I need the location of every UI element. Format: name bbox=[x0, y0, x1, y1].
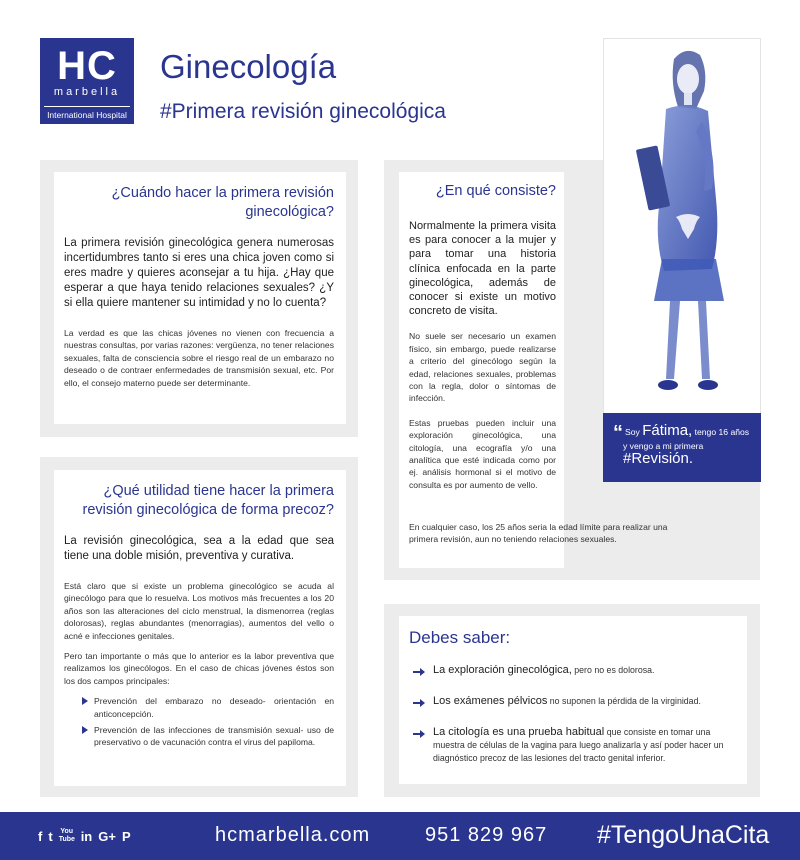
hc-marbella-logo[interactable] bbox=[40, 38, 134, 124]
debes-saber-title: Debes saber: bbox=[409, 628, 511, 647]
arrow-right-icon bbox=[413, 699, 425, 707]
bullet-text: Prevención de las infecciones de transmisión sexual- uso de preservativo o de vacunación contra el virus del papiloma. bbox=[94, 725, 334, 748]
debes-saber-item bbox=[409, 695, 737, 708]
quote-box bbox=[603, 413, 761, 482]
quote-name: Fátima, bbox=[642, 422, 693, 439]
bullet-text: Prevención del embarazo no deseado- orientación en anticoncepción. bbox=[94, 696, 334, 719]
section-what-title: ¿En qué consiste? bbox=[435, 183, 556, 199]
debes-saber-item-bold: Los exámenes pélvicos bbox=[433, 695, 548, 707]
arrow-right-icon bbox=[413, 668, 425, 676]
quote-age: tengo 16 años bbox=[694, 427, 750, 437]
section-utility-bullets bbox=[64, 695, 334, 749]
page-title: Ginecología bbox=[160, 48, 337, 85]
googleplus-icon[interactable]: G+ bbox=[98, 828, 116, 844]
bullet-item bbox=[80, 695, 334, 720]
section-what-card bbox=[399, 172, 564, 568]
linkedin-icon[interactable]: in bbox=[80, 828, 93, 844]
logo-subtitle: International Hospital bbox=[44, 106, 130, 120]
debes-saber-item-bold: La citología es una prueba habitual bbox=[433, 726, 605, 738]
section-when-card bbox=[54, 172, 346, 424]
quote-soy: Soy bbox=[625, 427, 640, 437]
bullet-item bbox=[80, 724, 334, 749]
debes-saber-item-bold: La exploración ginecológica, bbox=[433, 664, 572, 676]
debes-saber-item bbox=[409, 664, 737, 677]
section-what-lead: Normalmente la primera visita es para conocer a la mujer y para tomar una historia clínica enfocada en la parte ginecológica, además de conocer si existe un motivo concreto de visita. bbox=[409, 220, 556, 318]
section-when-title bbox=[64, 184, 334, 222]
section-utility-title-line1: ¿Qué utilidad tiene hacer la primera bbox=[103, 483, 334, 499]
section-what-body1: No suele ser necesario un examen físico, sin embargo, puede realizarse a criterio del ginecólogo según la edad, relaciones sexuales, problemas con la regla, dolor o síntomas de infección. bbox=[409, 331, 556, 404]
footer-bar bbox=[0, 812, 800, 860]
website-link[interactable]: hcmarbella.com bbox=[215, 824, 371, 846]
social-links bbox=[38, 828, 131, 844]
section-utility-body2: Pero tan importante o más que lo anterior es la labor preventiva que realizamos los ginecólogos. En el caso de chicas jóvenes éstos son los dos campos principales: bbox=[64, 651, 334, 686]
section-what-body2: Estas pruebas pueden incluir una exploración ginecológica, una citología, una ecografía y/o una analítica que esté indicada como por ej. análisis hormonal si el motivo de consulta es por aumento de vello. bbox=[409, 417, 556, 490]
girl-illustration-icon bbox=[604, 39, 760, 411]
debes-saber-item-rest: pero no es dolorosa. bbox=[571, 665, 655, 675]
section-utility-card bbox=[54, 470, 346, 786]
bullet-arrow-icon bbox=[82, 726, 88, 734]
quote-hashtag: #Revisión. bbox=[623, 450, 694, 467]
facebook-icon[interactable]: f bbox=[38, 828, 43, 844]
section-when-lead: La primera revisión ginecológica genera numerosas incertidumbres tanto si eres una chica joven como si eres madre y quieres aconsejar a tu hija. ¿Hay que esperar a que haya tenido relaciones sexuales? ¿Y si ella quiere mantener su intimidad y no lo cuenta? bbox=[64, 237, 334, 309]
section-utility-body1: Está claro que si existe un problema ginecológico se acuda al ginecólogo para que lo resuelva. Los motivos más frecuentes a los 20 años son las alteraciones del ciclo menstrual, la dismenorrea (reglas dolorosas), reglas abundantes (menorragias), aumentos del vello o acné e infecciones genitales. bbox=[64, 581, 334, 641]
section-utility-lead: La revisión ginecológica, sea a la edad que sea tiene una doble misión, preventiva y curativa. bbox=[64, 535, 334, 562]
section-what-body3: En cualquier caso, los 25 años seria la edad límite para realizar una primera revisión, aun no teniendo relaciones sexuales. bbox=[409, 522, 668, 545]
quote-line1 bbox=[613, 422, 753, 444]
phone-number[interactable]: 951 829 967 bbox=[425, 824, 548, 846]
page-subtitle: #Primera revisión ginecológica bbox=[160, 100, 446, 123]
logo-city-text: marbella bbox=[53, 86, 121, 98]
section-when-title-line1: ¿Cuándo hacer la primera revisión bbox=[111, 185, 334, 201]
logo-hc-text: HC bbox=[57, 44, 117, 88]
section-when-title-line2: ginecológica? bbox=[245, 204, 334, 220]
bullet-arrow-icon bbox=[82, 697, 88, 705]
footer-hashtag: #TengoUnaCita bbox=[597, 821, 770, 849]
youtube-icon[interactable]: You Tube bbox=[58, 828, 75, 843]
quote-mark-icon: “ bbox=[613, 422, 623, 444]
twitter-icon[interactable]: t bbox=[48, 828, 53, 844]
debes-saber-item bbox=[409, 726, 737, 765]
pinterest-icon[interactable]: P bbox=[121, 828, 131, 844]
section-utility-title-line2: revisión ginecológica de forma precoz? bbox=[82, 502, 334, 518]
debes-saber-card bbox=[399, 616, 747, 784]
debes-saber-item-rest: no suponen la pérdida de la virginidad. bbox=[547, 696, 701, 706]
arrow-right-icon bbox=[413, 730, 425, 738]
quote-line2: y vengo a mi primera bbox=[623, 441, 704, 451]
debes-saber-item-rest: que consiste en tomar una muestra de células de la vagina para luego analizarla y así poder hacer un diagnóstico precoz de las lesiones del tracto genital inferior. bbox=[433, 727, 724, 763]
section-when-body: La verdad es que las chicas jóvenes no vienen con frecuencia a nuestras consultas, por varias razones: vergüenza, no tener relaciones sexuales, falta de consciencia sobre el riesgo real de un embarazo no deseado o de contraer enfermedades de transmisión sexual, etc. Por ello, el consejo materno puede ser determinante. bbox=[64, 328, 334, 388]
section-utility-title bbox=[64, 482, 334, 520]
